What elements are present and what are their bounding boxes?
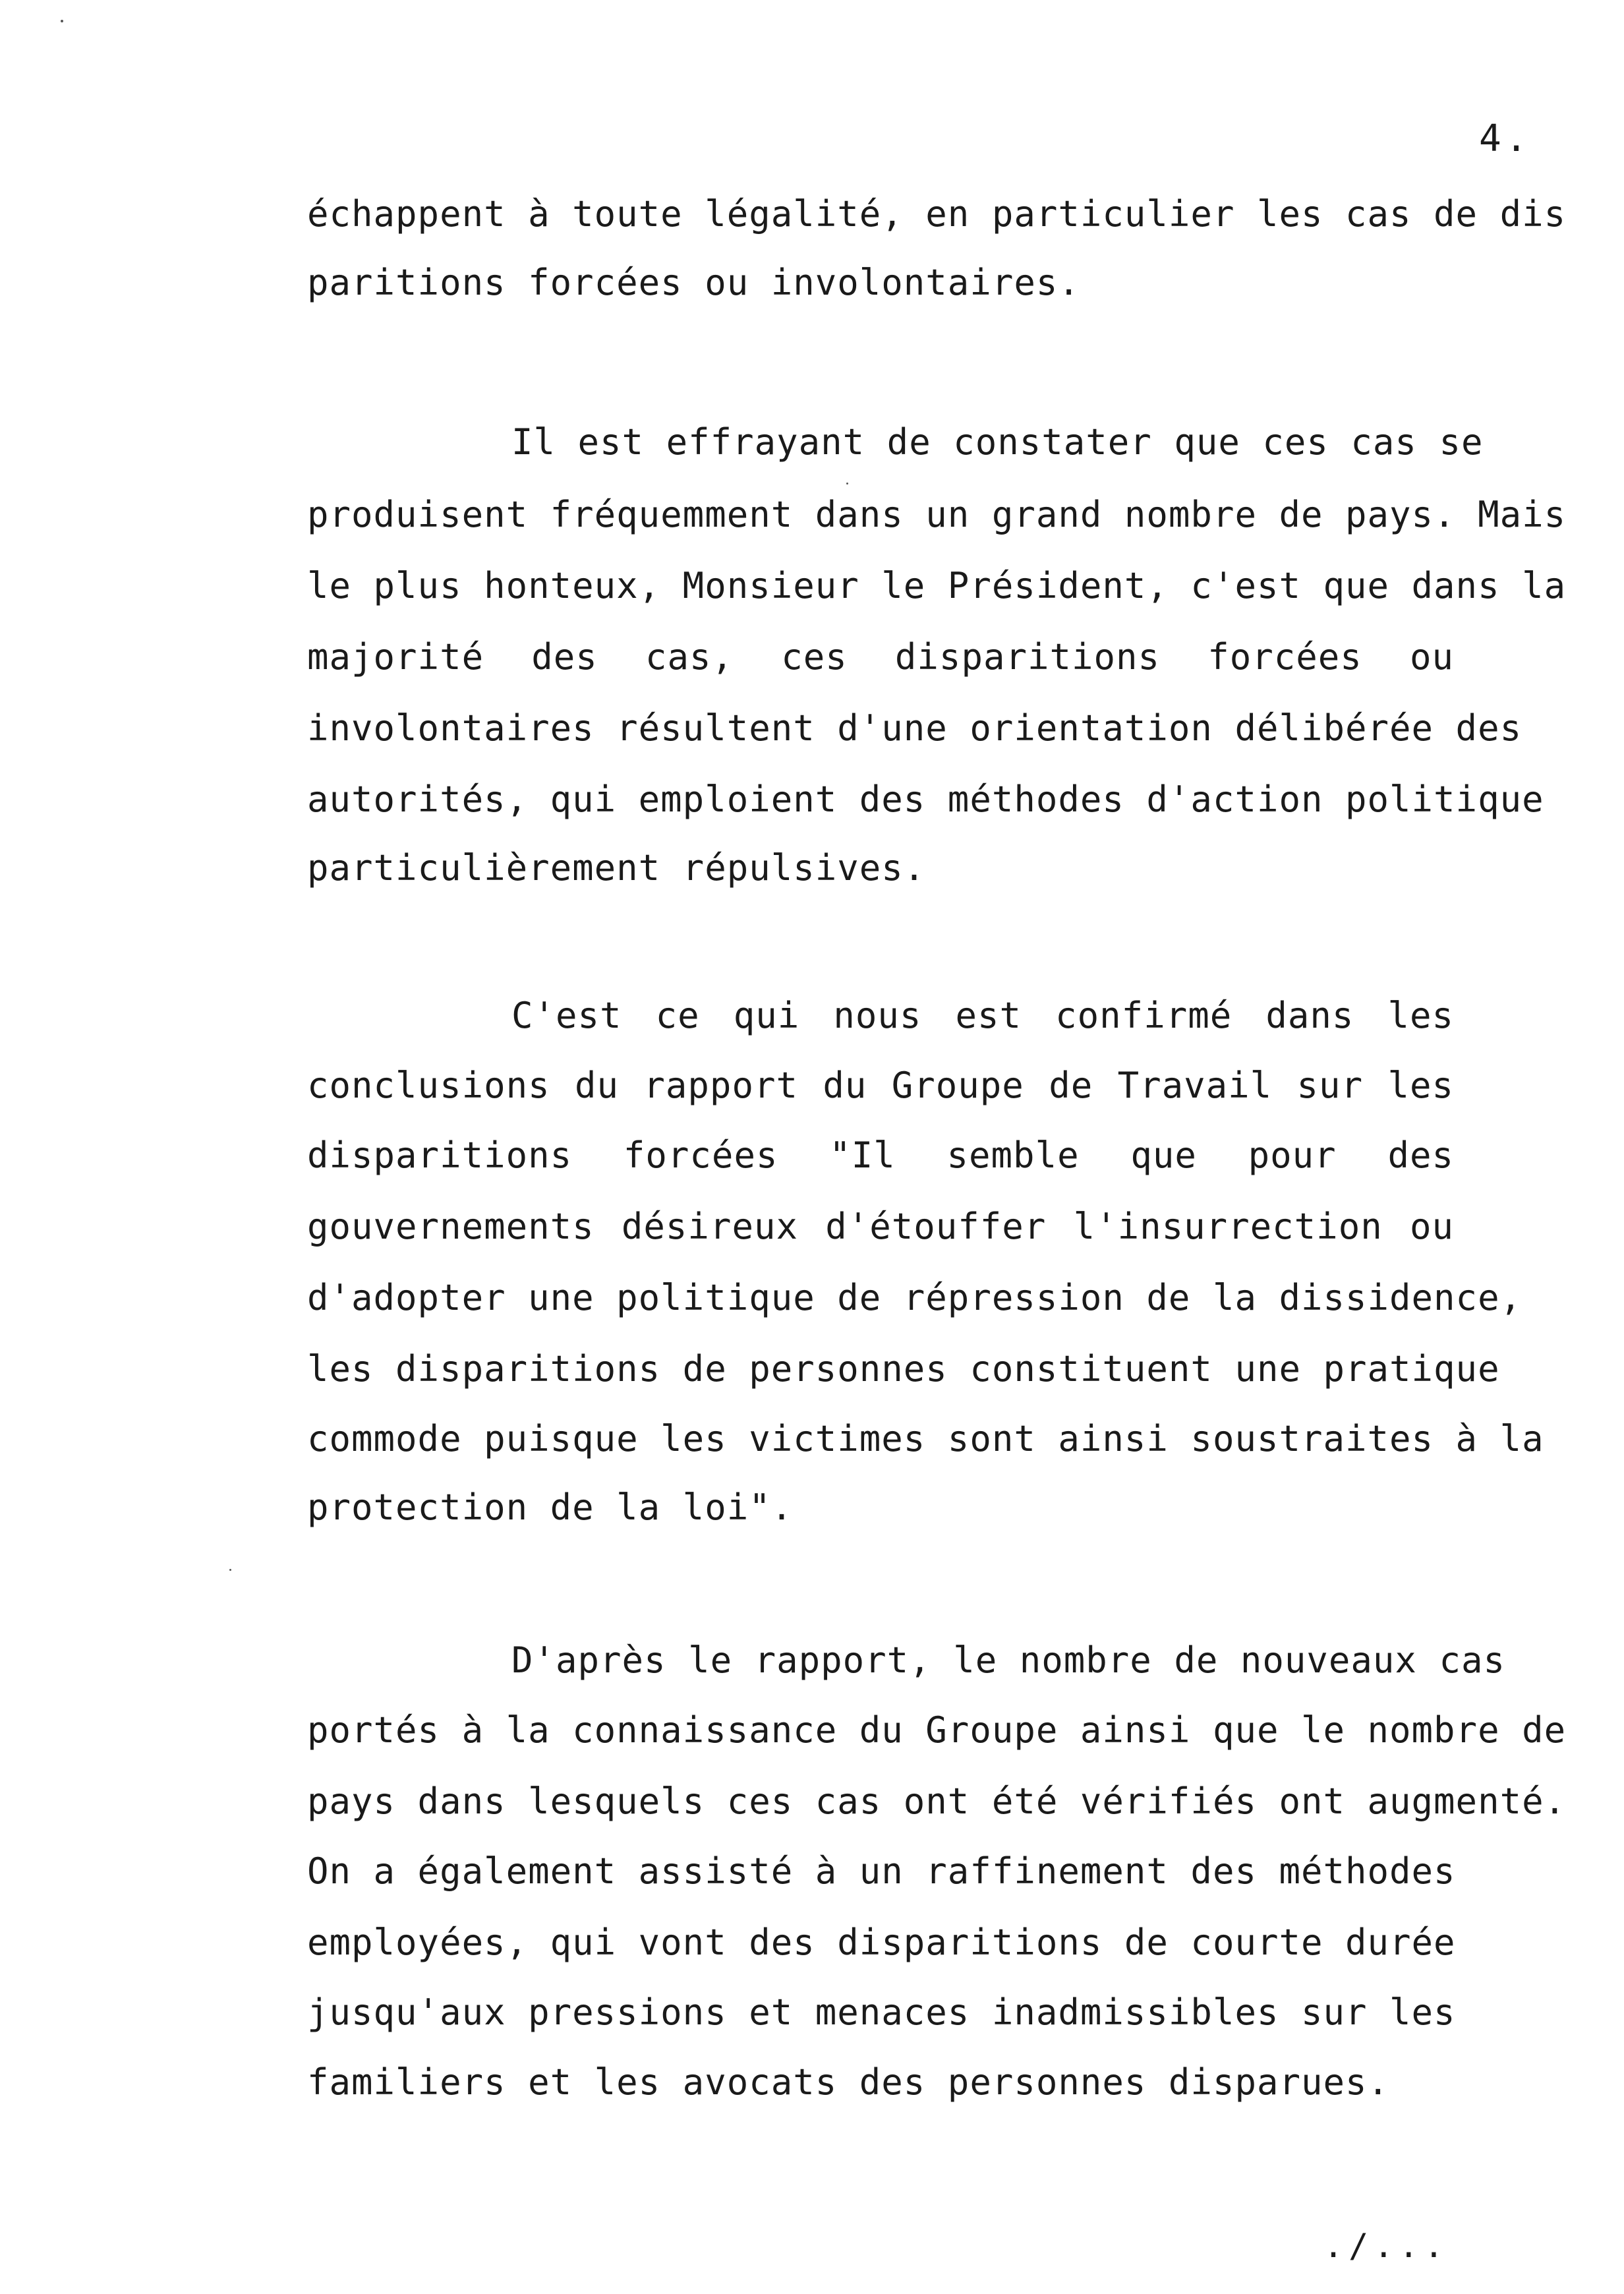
text-line: produisent fréquemment dans un grand nombre de pays. Mais [307, 494, 1567, 535]
text-line: conclusions du rapport du Groupe de Travail sur les [307, 1065, 1454, 1106]
text-line: majorité des cas, ces disparitions forcées ou [307, 636, 1454, 678]
text-line: disparitions forcées "Il semble que pour des [307, 1134, 1454, 1176]
text-line: C'est ce qui nous est confirmé dans les [511, 995, 1454, 1036]
text-line: pays dans lesquels ces cas ont été vérifiés ont augmenté. [307, 1780, 1567, 1822]
text-line: commode puisque les victimes sont ainsi soustraites à la [307, 1418, 1544, 1459]
scan-speck [229, 1569, 231, 1571]
text-line: le plus honteux, Monsieur le Président, c'est que dans la [307, 565, 1567, 606]
text-line: D'après le rapport, le nombre de nouveaux cas [511, 1639, 1505, 1681]
text-line: involontaires résultent d'une orientation délibérée des [307, 707, 1522, 749]
text-line: protection de la loi". [307, 1486, 794, 1528]
scan-speck [846, 483, 848, 485]
text-line: familiers et les avocats des personnes disparues. [307, 2061, 1390, 2103]
text-line: d'adopter une politique de répression de la dissidence, [307, 1277, 1522, 1318]
text-line: employées, qui vont des disparitions de courte durée [307, 1922, 1456, 1963]
text-line: particulièrement répulsives. [307, 847, 926, 889]
scan-speck [61, 20, 63, 22]
text-line: On a également assisté à un raffinement des méthodes [307, 1850, 1456, 1892]
text-line: jusqu'aux pressions et menaces inadmissibles sur les [307, 1991, 1456, 2033]
text-line: gouvernements désireux d'étouffer l'insurrection ou [307, 1206, 1454, 1247]
text-line: échappent à toute légalité, en particulier les cas de dis [307, 193, 1567, 235]
text-line: les disparitions de personnes constituent une pratique [307, 1348, 1500, 1390]
text-line: autorités, qui emploient des méthodes d'action politique [307, 779, 1544, 820]
continuation-mark: ./... [1323, 2227, 1449, 2265]
text-line: paritions forcées ou involontaires. [307, 262, 1080, 303]
page-number: 4. [1479, 117, 1532, 160]
text-line: portés à la connaissance du Groupe ainsi que le nombre de [307, 1709, 1567, 1751]
text-line: Il est effrayant de constater que ces cas se [511, 421, 1484, 463]
